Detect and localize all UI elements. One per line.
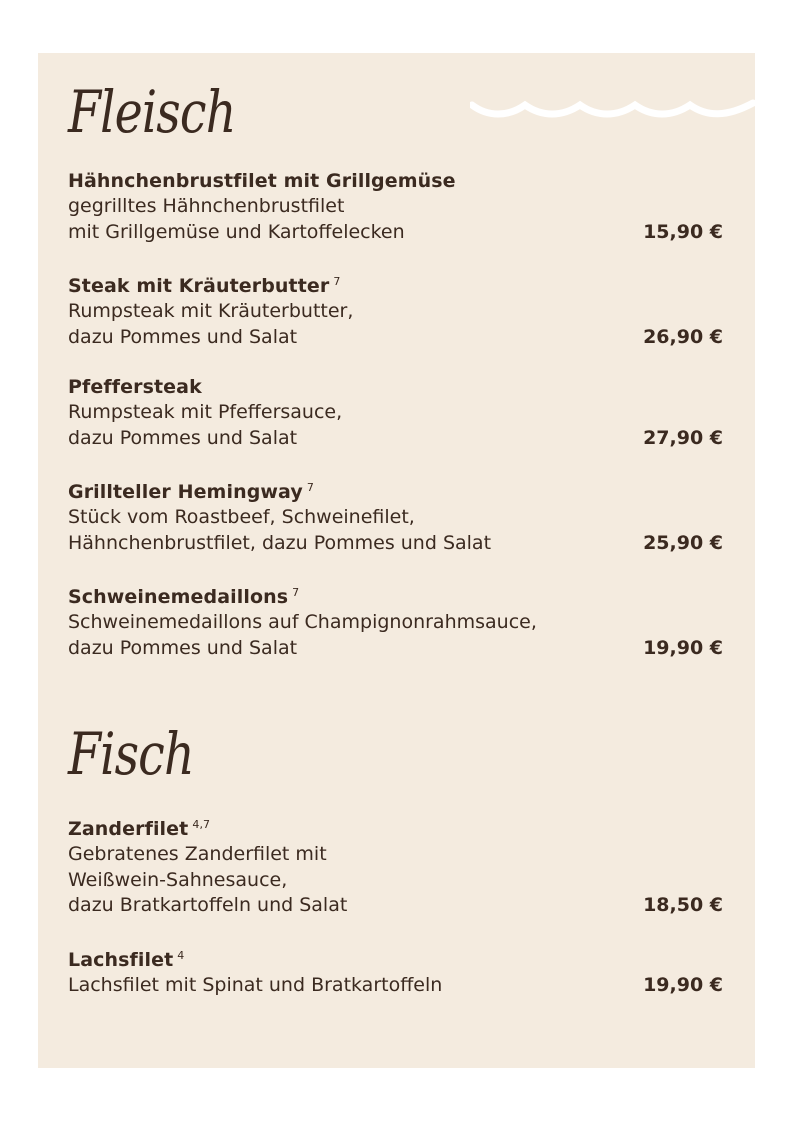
menu-item bbox=[68, 812, 723, 919]
dish-name: Zanderfilet bbox=[68, 818, 189, 840]
allergen-note: 7 bbox=[292, 586, 300, 599]
dish-price: 19,90 € bbox=[643, 973, 723, 996]
dish-name-line bbox=[68, 812, 723, 842]
allergen-note: 4 bbox=[177, 948, 185, 962]
dish-name: Grillteller Hemingway bbox=[68, 481, 303, 503]
dish-description: Gebratenes Zanderfilet mit Weißwein-Sahnesauce, dazu Bratkartoffeln und Salat bbox=[68, 843, 348, 916]
dish-price: 18,50 € bbox=[643, 894, 723, 916]
dish-name-line bbox=[68, 374, 723, 400]
allergen-note: 4,7 bbox=[192, 818, 211, 831]
menu-item bbox=[68, 475, 723, 556]
dish-name-line bbox=[68, 943, 723, 973]
menu-item bbox=[68, 374, 723, 451]
dish-name: Hähnchenbrustfilet mit Grillgemüse bbox=[68, 170, 456, 192]
dish-name: Pfeffersteak bbox=[68, 376, 202, 398]
menu-item bbox=[68, 943, 723, 999]
dish-description: Lachsfilet mit Spinat und Bratkartoffeln bbox=[68, 973, 443, 996]
dish-name: Schweinemedaillons bbox=[68, 586, 289, 608]
dish-price: 15,90 € bbox=[643, 220, 723, 243]
dish-description: gegrilltes Hähnchenbrustfilet mit Grillgemüse und Kartoffelecken bbox=[68, 195, 405, 243]
menu-panel bbox=[38, 53, 755, 1068]
dish-description: Rumpsteak mit Kräuterbutter, dazu Pommes und Salat bbox=[68, 300, 354, 348]
section-title-fisch: Fisch bbox=[68, 720, 194, 788]
dish-price: 26,90 € bbox=[643, 325, 723, 348]
dish-name-line bbox=[68, 580, 723, 610]
menu-item bbox=[68, 168, 723, 245]
allergen-note: 7 bbox=[333, 275, 341, 288]
dish-name-line bbox=[68, 269, 723, 299]
dish-price: 25,90 € bbox=[643, 531, 723, 554]
dish-price: 19,90 € bbox=[643, 636, 723, 659]
dish-name: Steak mit Kräuterbutter bbox=[68, 275, 330, 297]
allergen-note: 7 bbox=[306, 481, 314, 494]
dish-name-line bbox=[68, 475, 723, 505]
wave-decoration-icon bbox=[470, 93, 755, 123]
dish-name: Lachsfilet bbox=[68, 948, 174, 971]
dish-name-line bbox=[68, 168, 723, 194]
menu-list-fleisch bbox=[68, 168, 723, 685]
section-title-fleisch: Fleisch bbox=[68, 78, 236, 146]
menu-list-fisch bbox=[68, 812, 723, 1022]
dish-description: Stück vom Roastbeef, Schweinefilet, Hähnchenbrustfilet, dazu Pommes und Salat bbox=[68, 506, 492, 554]
dish-description: Rumpsteak mit Pfeffersauce, dazu Pommes und Salat bbox=[68, 401, 343, 449]
menu-item bbox=[68, 269, 723, 350]
dish-description: Schweinemedaillons auf Champignonrahmsauce, dazu Pommes und Salat bbox=[68, 611, 537, 659]
menu-item bbox=[68, 580, 723, 661]
dish-price: 27,90 € bbox=[643, 426, 723, 449]
